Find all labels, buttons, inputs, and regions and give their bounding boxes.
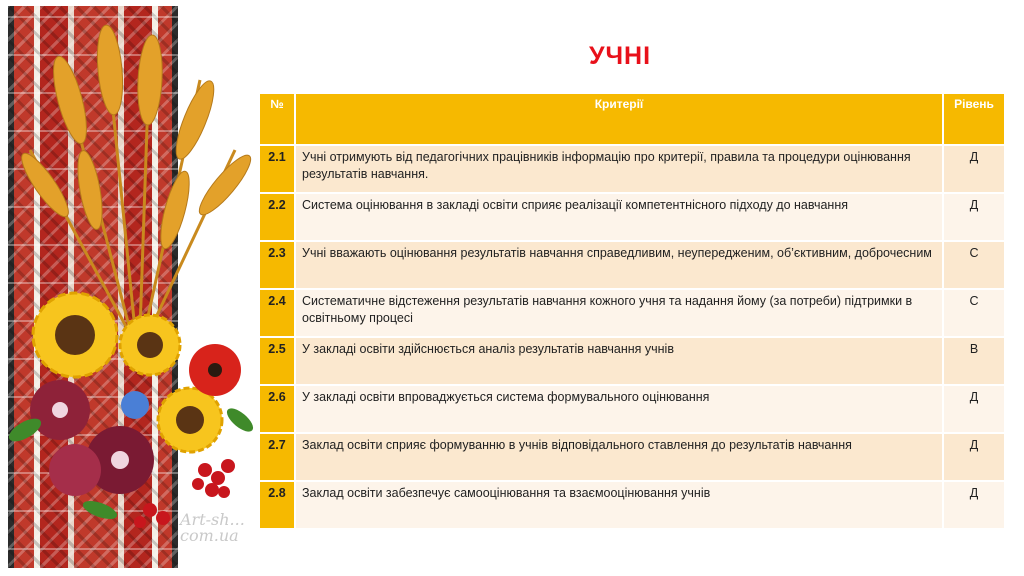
row-criterion: Систематичне відстеження результатів навчання кожного учня та надання йому (за потреби) підтримки в освітньому процесі xyxy=(296,290,942,336)
row-criterion: У закладі освіти здійснюється аналіз результатів навчання учнів xyxy=(296,338,942,384)
row-num: 2.3 xyxy=(260,242,294,288)
row-criterion: У закладі освіти впроваджується система формувального оцінювання xyxy=(296,386,942,432)
header-criteria: Критерії xyxy=(296,94,942,144)
table-row xyxy=(260,482,1004,528)
row-level: Д xyxy=(944,386,1004,432)
row-level: Д xyxy=(944,482,1004,528)
page-title: УЧНІ xyxy=(588,42,652,70)
row-num: 2.2 xyxy=(260,194,294,240)
row-criterion: Учні отримують від педагогічних працівників інформацію про критерії, правила та процедури оцінювання результатів навчання. xyxy=(296,146,942,192)
table-row xyxy=(260,242,1004,288)
row-level: Д xyxy=(944,434,1004,480)
row-level: Д xyxy=(944,194,1004,240)
wheat-flowers-illustration xyxy=(0,0,260,576)
table-row xyxy=(260,386,1004,432)
row-num: 2.1 xyxy=(260,146,294,192)
decorative-panel xyxy=(0,0,260,576)
row-num: 2.7 xyxy=(260,434,294,480)
row-criterion: Заклад освіти забезпечує самооцінювання та взаємооцінювання учнів xyxy=(296,482,942,528)
row-num: 2.8 xyxy=(260,482,294,528)
table-row xyxy=(260,434,1004,480)
row-level: Д xyxy=(944,146,1004,192)
row-level: С xyxy=(944,290,1004,336)
table-row xyxy=(260,194,1004,240)
row-level: С xyxy=(944,242,1004,288)
row-criterion: Система оцінювання в закладі освіти сприяє реалізації компетентнісного підходу до навчання xyxy=(296,194,942,240)
row-level: В xyxy=(944,338,1004,384)
watermark: Art-sh... com.ua xyxy=(180,510,245,545)
row-num: 2.5 xyxy=(260,338,294,384)
criteria-table xyxy=(258,92,1006,530)
row-criterion: Заклад освіти сприяє формуванню в учнів відповідального ставлення до результатів навчання xyxy=(296,434,942,480)
row-num: 2.4 xyxy=(260,290,294,336)
table-row xyxy=(260,146,1004,192)
header-num: № xyxy=(260,94,294,144)
header-level: Рівень xyxy=(944,94,1004,144)
table-row xyxy=(260,338,1004,384)
row-num: 2.6 xyxy=(260,386,294,432)
table-header-row xyxy=(260,94,1004,144)
row-criterion: Учні вважають оцінювання результатів навчання справедливим, неупередженим, об’єктивним, доброчесним xyxy=(296,242,942,288)
table-row xyxy=(260,290,1004,336)
